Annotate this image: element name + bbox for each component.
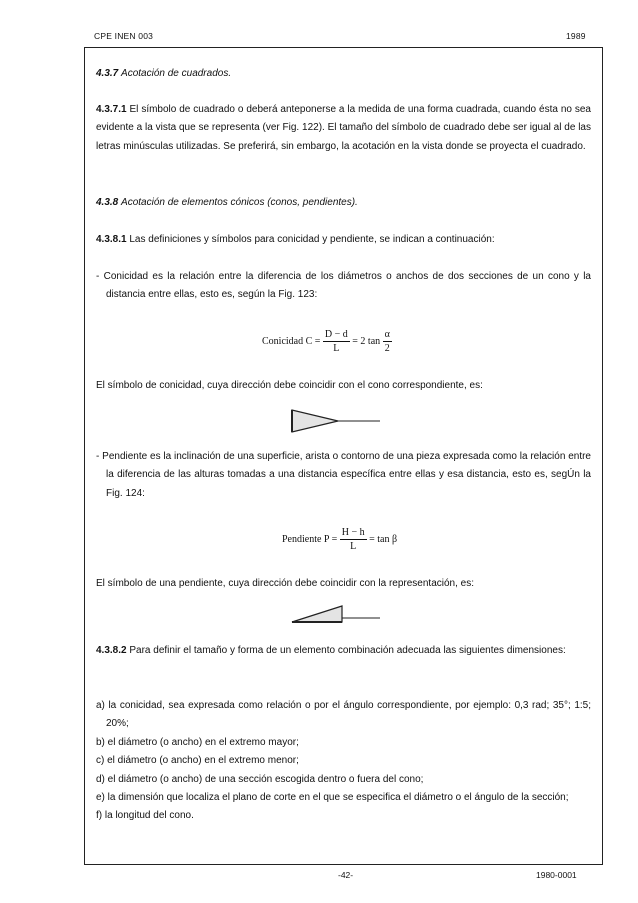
fraction-numerator: α	[384, 329, 390, 340]
section-number: 4.3.7	[96, 68, 119, 79]
pendiente-symbol-text	[96, 575, 591, 593]
formula-lhs: Conicidad C =	[262, 335, 321, 347]
formula-lhs: Pendiente P =	[282, 533, 338, 545]
section-4-3-7-1	[96, 101, 591, 156]
fraction-numerator: D − d	[324, 329, 348, 340]
header-year: 1989	[566, 31, 586, 41]
formula-fraction	[323, 328, 350, 355]
section-number: 4.3.8.1	[96, 234, 127, 245]
section-4-3-8-2	[96, 642, 591, 660]
paragraph-text: Para definir el tamaño y forma de un elemento combinación adecuada las siguientes dimensiones:	[129, 645, 566, 656]
list-item: c) el diámetro (o ancho) en el extremo menor;	[96, 755, 299, 767]
fraction-denominator: L	[350, 541, 357, 552]
paragraph-text: El símbolo de cuadrado o deberá anteponerse a la medida de una forma cuadrada, cuando ésta no sea evidente a la vista que se representa (ver Fig. 122). El tamaño del símbolo de cuadrado debe ser igual al de las letras minúsculas utilizadas. Se preferirá, sin embargo, la acotación en la vista donde se proyecta el cuadrado.	[96, 104, 591, 152]
formula-rhs: = tan β	[369, 533, 398, 545]
section-title: Acotación de cuadrados.	[121, 68, 232, 79]
pendiente-definition	[96, 448, 591, 503]
section-number: 4.3.7.1	[96, 104, 127, 115]
section-number: 4.3.8.2	[96, 645, 127, 656]
section-title: Acotación de elementos cónicos (conos, pendientes).	[121, 197, 358, 208]
paragraph-text: El símbolo de conicidad, cuya dirección debe coincidir con el cono correspondiente, es:	[96, 380, 483, 391]
section-4-3-7-heading	[96, 65, 591, 83]
paragraph-text: Las definiciones y símbolos para conicidad y pendiente, se indican a continuación:	[129, 234, 495, 245]
conicity-symbol-icon	[290, 408, 382, 434]
fraction-denominator: L	[333, 343, 340, 354]
paragraph-text: - Conicidad es la relación entre la diferencia de los diámetros o anchos de dos secciones de un cono y la distancia entre ellas, esto es, según la Fig. 123:	[96, 271, 591, 301]
conicidad-definition	[96, 268, 591, 305]
list-item: b) el diámetro (o ancho) en el extremo mayor;	[96, 736, 299, 748]
conicidad-formula	[262, 328, 392, 355]
formula-mid: = 2 tan	[352, 335, 381, 347]
list-item: e) la dimensión que localiza el plano de corte en el que se especifica el diámetro o el ángulo de la sección;	[96, 792, 569, 804]
paragraph-text: El símbolo de una pendiente, cuya dirección debe coincidir con la representación, es:	[96, 578, 475, 589]
header-code: CPE INEN 003	[94, 31, 154, 41]
section-4-3-8-heading	[96, 194, 591, 212]
pendiente-formula	[282, 526, 397, 553]
conicidad-symbol-text	[96, 377, 591, 395]
list-item: f) la longitud del cono.	[96, 810, 194, 822]
list-item: d) el diámetro (o ancho) de una sección escogida dentro o fuera del cono;	[96, 773, 424, 785]
dimension-list	[96, 697, 591, 826]
list-item: a) la conicidad, sea expresada como relación o por el ángulo correspondiente, por ejemplo: 0,3 rad; 35°; 1:5; 20%;	[96, 700, 591, 730]
formula-fraction	[340, 526, 367, 553]
slope-symbol-icon	[290, 604, 382, 624]
section-4-3-8-1	[96, 231, 591, 249]
footer-code: 1980-0001	[536, 870, 577, 880]
section-number: 4.3.8	[96, 197, 119, 208]
fraction-denominator: 2	[384, 343, 390, 354]
paragraph-text: - Pendiente es la inclinación de una superficie, arista o contorno de una pieza expresada como la relación entre la diferencia de las alturas tomadas a una distancia específica entre ellas y esa distancia, esto es, segÚn la Fig. 124:	[96, 451, 591, 499]
fraction-numerator: H − h	[341, 527, 365, 538]
page-number: -42-	[338, 870, 354, 880]
formula-fraction-2	[383, 328, 392, 355]
